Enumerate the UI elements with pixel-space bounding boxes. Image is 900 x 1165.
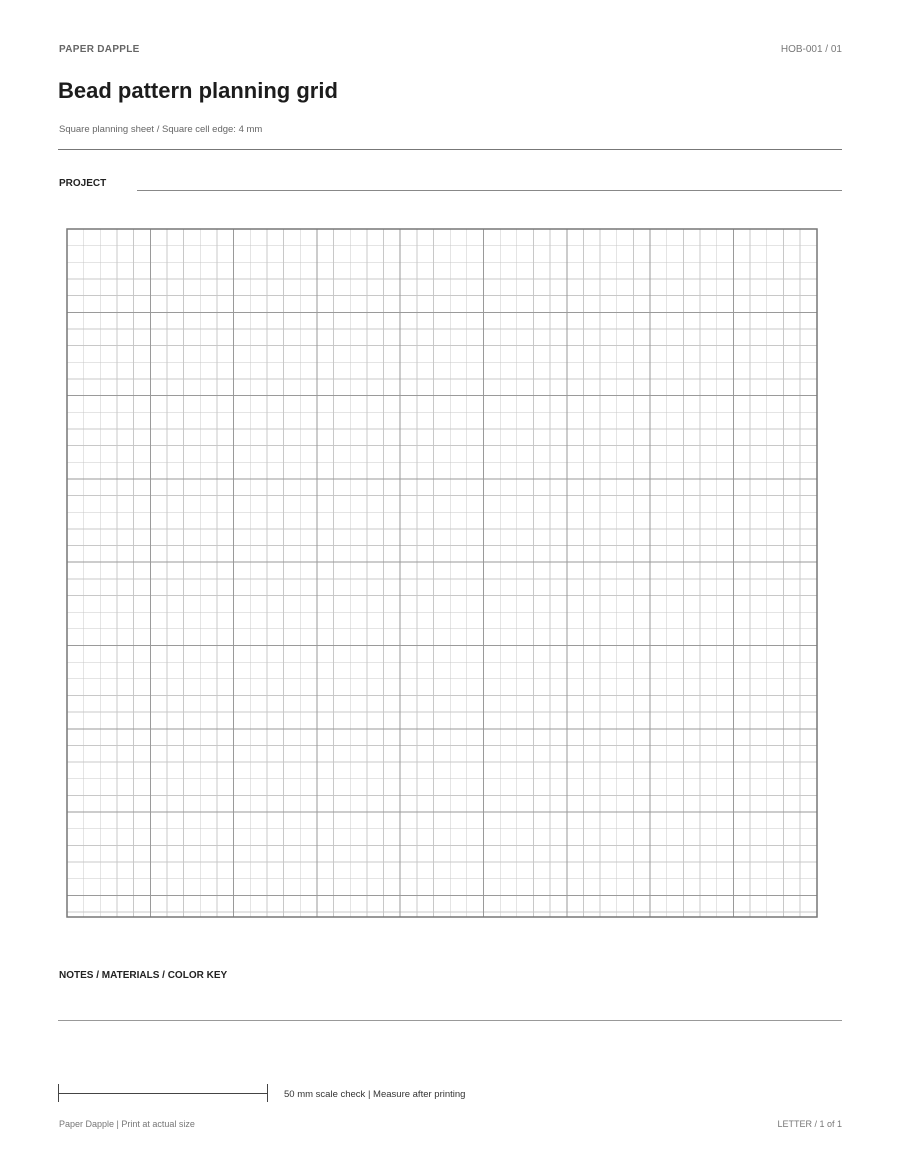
scale-bar-end-tick — [267, 1084, 268, 1102]
project-write-line — [137, 190, 842, 191]
scale-check-bar — [58, 1084, 268, 1102]
brand-name: PAPER DAPPLE — [59, 44, 140, 55]
bead-planning-grid — [66, 228, 818, 918]
footer-left-text: Paper Dapple | Print at actual size — [59, 1119, 195, 1129]
page-subtitle: Square planning sheet / Square cell edge: 4 mm — [59, 124, 263, 135]
project-label: PROJECT — [59, 178, 107, 189]
header-divider — [58, 149, 842, 150]
notes-write-line — [58, 1020, 842, 1021]
footer-right-text: LETTER / 1 of 1 — [777, 1119, 842, 1129]
page-title: Bead pattern planning grid — [58, 78, 338, 103]
scale-check-text: 50 mm scale check | Measure after printing — [284, 1089, 466, 1100]
document-code: HOB-001 / 01 — [780, 44, 842, 55]
notes-label: NOTES / MATERIALS / COLOR KEY — [59, 970, 228, 981]
scale-bar-line — [58, 1093, 268, 1094]
grid-border — [67, 229, 817, 917]
grid-canvas — [66, 228, 818, 918]
